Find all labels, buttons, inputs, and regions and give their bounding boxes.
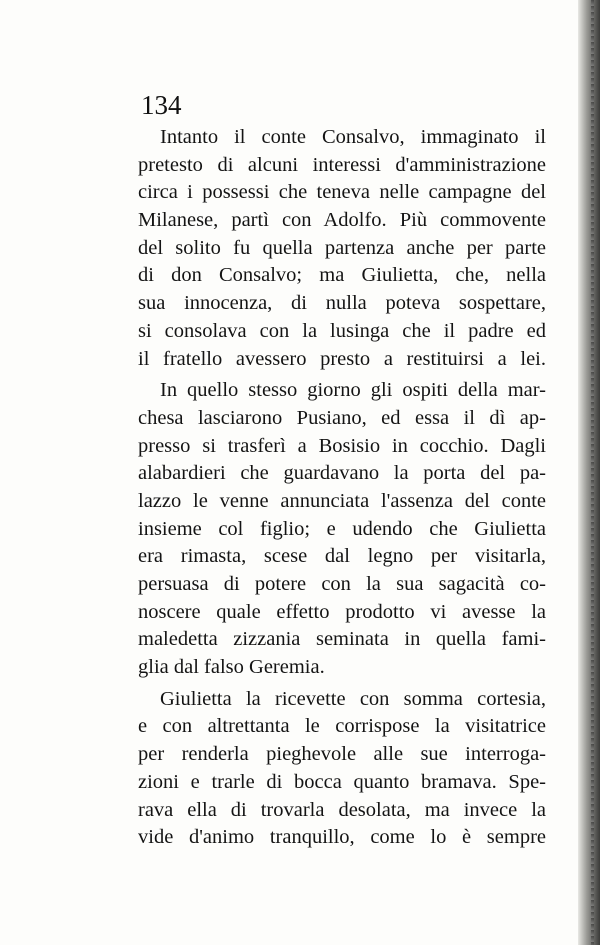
text-line: chesa lasciarono Pusiano, ed essa il dì ap- xyxy=(138,406,546,429)
text-line: rava ella di trovarla desolata, ma invece la xyxy=(138,798,546,821)
text-line: zioni e trarle di bocca quanto bramava. Spe- xyxy=(138,770,546,793)
text-line: presso si trasferì a Bosisio in cocchio. Dagli xyxy=(138,434,546,457)
text-line: Giulietta la ricevette con somma cortesia, xyxy=(160,687,546,710)
text-line: alabardieri che guardavano la porta del pa- xyxy=(138,462,546,485)
paragraph xyxy=(138,377,546,682)
text-line: glia dal falso Geremia. xyxy=(138,656,325,679)
text-line: per renderla pieghevole alle sue interroga- xyxy=(138,743,546,766)
text-line: persuasa di potere con la sua sagacità co- xyxy=(138,573,546,595)
body-text xyxy=(138,124,546,852)
text-line: sua innocenza, di nulla poteva sospettare, xyxy=(138,292,546,315)
page-edge-lines xyxy=(591,0,594,945)
text-line: pretesto di alcuni interessi d'amministrazione xyxy=(138,153,546,176)
paragraph xyxy=(138,124,546,373)
text-line: vide d'animo tranquillo, come lo è sempre xyxy=(138,826,546,849)
paragraph xyxy=(138,686,546,852)
text-line: si consolava con la lusinga che il padre ed xyxy=(138,319,546,342)
text-line: era rimasta, scese dal legno per visitarla, xyxy=(138,545,546,568)
text-line: maledetta zizzania seminata in quella fami- xyxy=(138,628,546,651)
text-line: Intanto il conte Consalvo, immaginato il xyxy=(160,126,546,148)
text-line: del solito fu quella partenza anche per parte xyxy=(138,236,546,259)
page-edge-shadow xyxy=(578,0,600,945)
text-line: lazzo le venne annunciata l'assenza del conte xyxy=(138,489,546,512)
text-line: circa i possessi che teneva nelle campagne del xyxy=(138,181,546,204)
text-line: di don Consalvo; ma Giulietta, che, nella xyxy=(138,264,546,287)
text-line: insieme col figlio; e udendo che Giulietta xyxy=(138,517,546,540)
text-line: noscere quale effetto prodotto vi avesse la xyxy=(138,600,546,623)
text-line: il fratello avessero presto a restituirsi a lei. xyxy=(138,347,546,370)
text-line: In quello stesso giorno gli ospiti della mar- xyxy=(160,379,546,402)
text-line: Milanese, partì con Adolfo. Più commovente xyxy=(138,209,546,232)
text-line: e con altrettanta le corrispose la visitatrice xyxy=(138,715,546,738)
page-number: 134 xyxy=(141,90,182,120)
